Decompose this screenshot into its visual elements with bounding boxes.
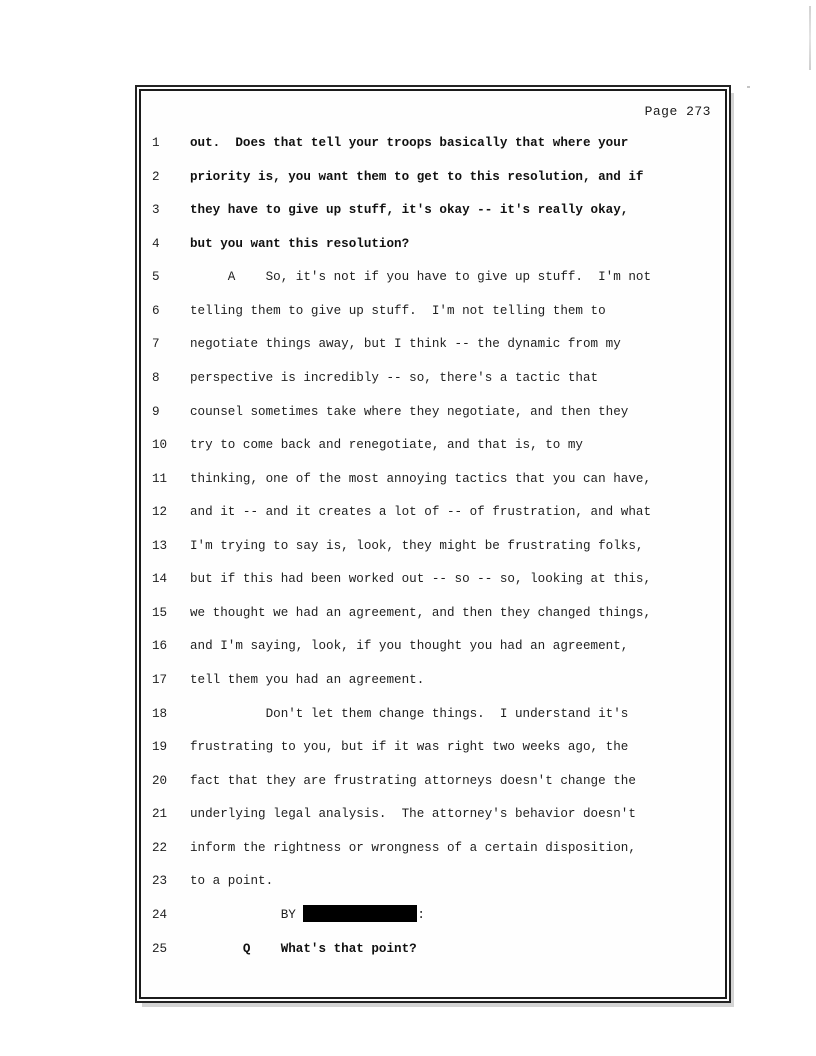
line-text: we thought we had an agreement, and then they changed things, xyxy=(190,605,652,620)
line-number: 3 xyxy=(152,203,160,218)
transcript-line xyxy=(141,429,725,463)
line-text: and I'm saying, look, if you thought you had an agreement, xyxy=(190,639,629,654)
line-text: Don't let them change things. I understand it's xyxy=(190,706,629,721)
line-number: 5 xyxy=(152,270,160,285)
line-text: I'm trying to say is, look, they might be frustrating folks, xyxy=(190,538,644,553)
scan-artifact-vertical-line xyxy=(809,6,811,70)
transcript-line xyxy=(141,463,725,497)
line-number: 21 xyxy=(152,807,168,822)
line-number: 12 xyxy=(152,505,168,520)
transcript-line xyxy=(141,731,725,765)
line-number: 9 xyxy=(152,404,160,419)
transcript-line xyxy=(141,563,725,597)
transcript-line xyxy=(141,396,725,430)
line-text-segment: : xyxy=(417,907,425,922)
line-number: 14 xyxy=(152,572,168,587)
line-number: 23 xyxy=(152,874,168,889)
transcript-line xyxy=(141,362,725,396)
transcript-line xyxy=(141,865,725,899)
transcript-line xyxy=(141,496,725,530)
line-number: 24 xyxy=(152,907,168,922)
redaction-box xyxy=(303,905,417,922)
transcript-lines xyxy=(141,127,725,966)
transcript-line xyxy=(141,698,725,732)
line-text: out. Does that tell your troops basically that where your xyxy=(190,136,629,150)
line-number: 6 xyxy=(152,303,160,318)
line-text: try to come back and renegotiate, and that is, to my xyxy=(190,438,583,453)
line-number: 22 xyxy=(152,840,168,855)
scan-artifact-speck xyxy=(747,86,750,88)
line-number: 15 xyxy=(152,605,168,620)
transcript-line xyxy=(141,832,725,866)
line-text: telling them to give up stuff. I'm not telling them to xyxy=(190,303,606,318)
line-text: to a point. xyxy=(190,874,274,889)
line-number: 25 xyxy=(152,941,168,956)
line-text: inform the rightness or wrongness of a certain disposition, xyxy=(190,840,636,855)
line-text: frustrating to you, but if it was right two weeks ago, the xyxy=(190,740,629,755)
line-text: and it -- and it creates a lot of -- of frustration, and what xyxy=(190,505,652,520)
line-text: thinking, one of the most annoying tactics that you can have, xyxy=(190,471,652,486)
line-number: 8 xyxy=(152,370,160,385)
transcript-line xyxy=(141,530,725,564)
line-text xyxy=(190,899,425,933)
line-text: tell them you had an agreement. xyxy=(190,673,425,687)
line-number: 16 xyxy=(152,639,168,654)
transcript-line xyxy=(141,161,725,195)
line-text: counsel sometimes take where they negotiate, and then they xyxy=(190,404,629,419)
line-text: but you want this resolution? xyxy=(190,236,410,251)
line-number: 7 xyxy=(152,337,160,352)
line-text: fact that they are frustrating attorneys doesn't change the xyxy=(190,773,636,788)
transcript-content xyxy=(141,91,725,997)
transcript-line xyxy=(141,899,725,933)
line-number: 13 xyxy=(152,538,168,553)
transcript-line xyxy=(141,798,725,832)
line-text: underlying legal analysis. The attorney's behavior doesn't xyxy=(190,807,636,822)
transcript-line xyxy=(141,127,725,161)
line-text: negotiate things away, but I think -- the dynamic from my xyxy=(190,337,621,352)
transcript-line xyxy=(141,630,725,664)
page-number-label: Page 273 xyxy=(644,104,711,119)
transcript-line xyxy=(141,194,725,228)
line-text: they have to give up stuff, it's okay -- it's really okay, xyxy=(190,203,629,218)
line-number: 18 xyxy=(152,706,168,721)
line-text: Q What's that point? xyxy=(190,941,417,956)
line-number: 1 xyxy=(152,136,160,150)
line-number: 20 xyxy=(152,773,168,788)
line-number: 10 xyxy=(152,438,168,453)
transcript-line xyxy=(141,765,725,799)
transcript-line xyxy=(141,664,725,698)
transcript-line xyxy=(141,933,725,967)
line-text-segment: BY xyxy=(190,907,304,922)
line-number: 11 xyxy=(152,471,168,486)
transcript-page-border xyxy=(135,85,731,1003)
line-number: 17 xyxy=(152,673,168,687)
line-text: A So, it's not if you have to give up stuff. I'm not xyxy=(190,270,652,285)
transcript-line xyxy=(141,328,725,362)
line-number: 19 xyxy=(152,740,168,755)
line-text: perspective is incredibly -- so, there's a tactic that xyxy=(190,370,599,385)
transcript-line xyxy=(141,597,725,631)
line-number: 4 xyxy=(152,236,160,251)
line-number: 2 xyxy=(152,169,160,184)
transcript-line xyxy=(141,228,725,262)
transcript-line xyxy=(141,261,725,295)
transcript-page-inner-border xyxy=(139,89,727,999)
line-text: but if this had been worked out -- so -- so, looking at this, xyxy=(190,572,652,587)
transcript-line xyxy=(141,295,725,329)
line-text: priority is, you want them to get to this resolution, and if xyxy=(190,169,644,184)
